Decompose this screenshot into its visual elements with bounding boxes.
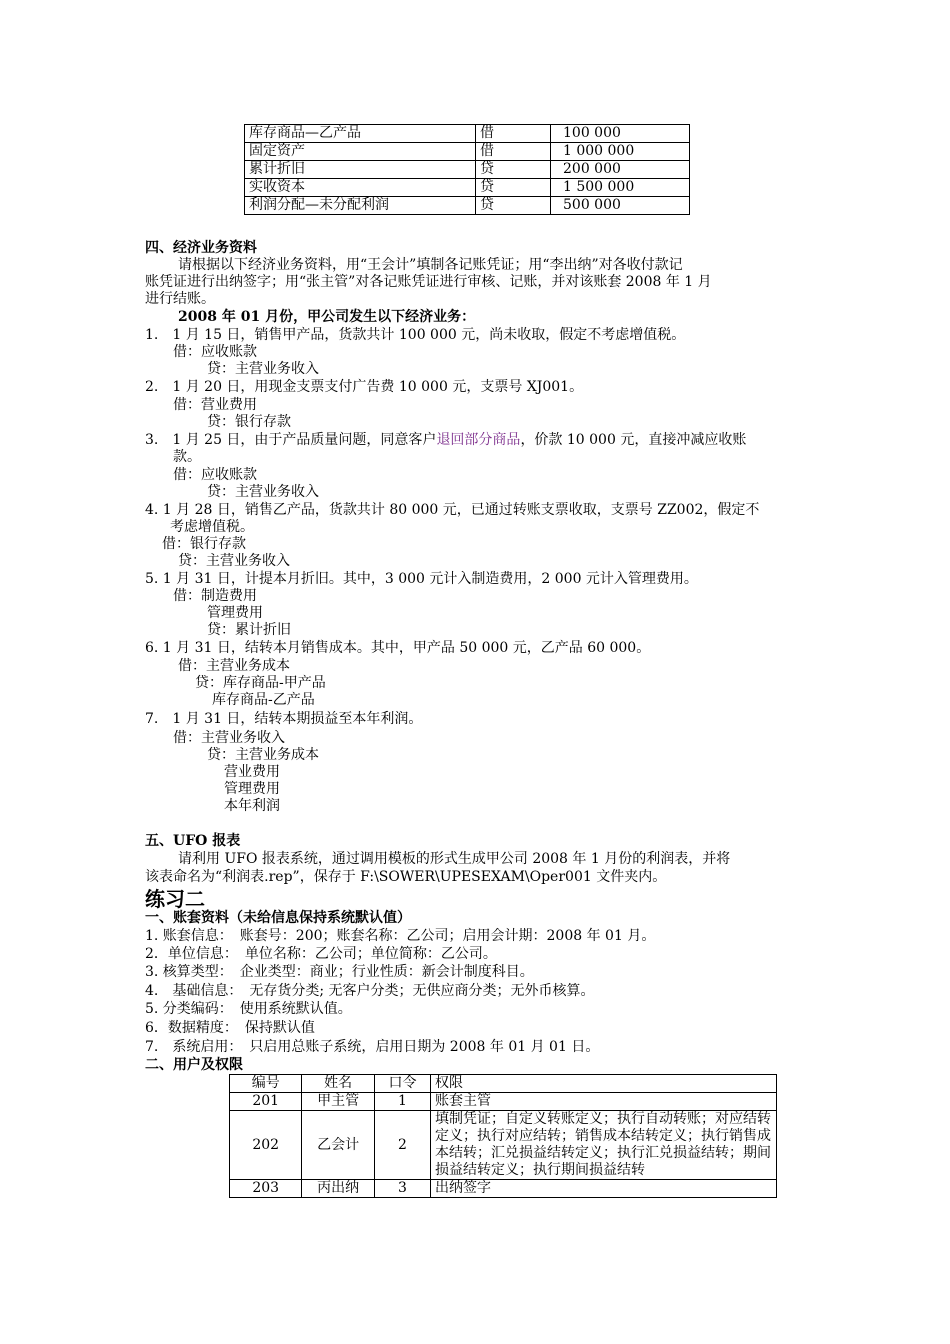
business-item-2: 2. 1 月 20 日，用现金支票支付广告费 10 000 元，支票号 XJ001。 — [145, 379, 584, 395]
section5-title: 五、UFO 报表 — [145, 833, 241, 849]
return-goods-link[interactable]: 退回部分商品 — [436, 432, 521, 448]
item3-text-b: ，价款 10 000 元，直接冲减应收账 — [520, 432, 747, 448]
direction-cell: 借 — [476, 143, 551, 161]
credit-entry: 营业费用 — [224, 764, 280, 780]
header-id: 编号 — [230, 1075, 302, 1093]
debit-entry: 借：应收账款 — [173, 344, 257, 360]
direction-cell: 借 — [476, 125, 551, 143]
business-item-7: 7. 1 月 31 日，结转本期损益至本年利润。 — [145, 711, 423, 727]
user-id: 203 — [230, 1180, 302, 1198]
business-item-3 — [145, 432, 746, 449]
user-name: 丙出纳 — [302, 1180, 374, 1198]
section5-line1: 请利用 UFO 报表系统，通过调用模板的形式生成甲公司 2008 年 1 月份的利润表，并将 — [178, 851, 731, 867]
credit-entry: 贷：主营业务收入 — [207, 361, 319, 377]
exercise2-sub2: 二、用户及权限 — [145, 1057, 243, 1073]
business-item-3-line2: 款。 — [173, 449, 201, 465]
amount-cell: 1 000 000 — [551, 143, 690, 161]
user-name: 乙会计 — [302, 1111, 374, 1180]
user-password: 1 — [374, 1093, 430, 1111]
direction-cell: 贷 — [476, 197, 551, 215]
credit-entry: 贷：银行存款 — [207, 414, 291, 430]
amount-cell: 200 000 — [551, 161, 690, 179]
table-row — [245, 179, 690, 197]
user-id: 202 — [230, 1111, 302, 1180]
section4-intro-line3: 进行结账。 — [145, 291, 215, 307]
business-item-5: 5. 1 月 31 日，计提本月折旧。其中，3 000 元计入制造费用，2 000 元计入管理费用。 — [145, 571, 698, 587]
credit-entry: 贷：主营业务收入 — [178, 553, 290, 569]
table-row — [230, 1180, 777, 1198]
account-info-line: 1. 账套信息： 账套号：200；账套名称：乙公司；启用会计期：2008 年 01 月。 — [145, 928, 656, 944]
table-row — [245, 197, 690, 215]
debit-entry: 借：主营业务成本 — [178, 658, 290, 674]
business-item-6: 6. 1 月 31 日，结转本月销售成本。其中，甲产品 50 000 元，乙产品 60 000。 — [145, 640, 651, 656]
precision-line: 6．数据精度： 保持默认值 — [145, 1020, 315, 1036]
basic-info-line: 4. 基础信息： 无存货分类; 无客户分类；无供应商分类；无外币核算。 — [145, 983, 595, 999]
table-row — [230, 1093, 777, 1111]
user-permission: 出纳签字 — [431, 1180, 777, 1198]
header-password: 口令 — [374, 1075, 430, 1093]
section4-title: 四、经济业务资料 — [145, 240, 257, 256]
debit-entry: 借：银行存款 — [162, 536, 246, 552]
user-id: 201 — [230, 1093, 302, 1111]
table-row — [245, 143, 690, 161]
credit-entry: 贷：主营业务成本 — [207, 747, 319, 763]
item3-text-a: 3. 1 月 25 日，由于产品质量问题，同意客户 — [145, 432, 437, 448]
account-cell: 库存商品—乙产品 — [245, 125, 476, 143]
section4-subtitle: 2008 年 01 月份，甲公司发生以下经济业务： — [178, 309, 476, 325]
user-password: 2 — [374, 1111, 430, 1180]
category-code-line: 5. 分类编码： 使用系统默认值。 — [145, 1001, 352, 1017]
unit-info-line: 2．单位信息： 单位名称：乙公司；单位简称：乙公司。 — [145, 946, 497, 962]
credit-entry: 贷：库存商品-甲产品 — [195, 675, 326, 691]
table-row — [230, 1111, 777, 1180]
user-permission-table — [229, 1074, 777, 1198]
business-item-4-line2: 考虑增值税。 — [170, 519, 254, 535]
table-row — [245, 125, 690, 143]
section5-line2: 该表命名为“利润表.rep”，保存于 F:\SOWER\UPESEXAM\Oper001 文件夹内。 — [145, 869, 667, 885]
section4-intro-line1: 请根据以下经济业务资料，用“王会计”填制各记账凭证；用“李出纳”对各收付款记 — [178, 257, 683, 273]
business-item-1: 1. 1 月 15 日，销售甲产品，货款共计 100 000 元，尚未收取，假定不考虑增值税。 — [145, 327, 686, 343]
direction-cell: 贷 — [476, 179, 551, 197]
debit-entry: 借：营业费用 — [173, 397, 257, 413]
credit-entry: 贷：累计折旧 — [207, 622, 291, 638]
account-cell: 固定资产 — [245, 143, 476, 161]
account-cell: 累计折旧 — [245, 161, 476, 179]
exercise2-title: 练习二 — [145, 887, 205, 911]
debit-entry: 借：主营业务收入 — [173, 730, 285, 746]
account-cell: 实收资本 — [245, 179, 476, 197]
business-item-4: 4. 1 月 28 日，销售乙产品，货款共计 80 000 元，已通过转账支票收取，支票号 ZZ002，假定不 — [145, 502, 760, 518]
debit-entry: 管理费用 — [207, 605, 263, 621]
credit-entry: 库存商品-乙产品 — [212, 692, 315, 708]
header-permission: 权限 — [431, 1075, 777, 1093]
direction-cell: 贷 — [476, 161, 551, 179]
user-permission: 账套主管 — [431, 1093, 777, 1111]
user-password: 3 — [374, 1180, 430, 1198]
user-permission: 填制凭证；自定义转账定义；执行自动转账；对应结转定义；执行对应结转；销售成本结转定义；执行销售成本结转；汇兑损益结转定义；执行汇兑损益结转；期间损益结转定义；执行期间损益结转 — [431, 1111, 777, 1180]
table-row — [245, 161, 690, 179]
account-balance-table — [244, 124, 690, 215]
amount-cell: 500 000 — [551, 197, 690, 215]
amount-cell: 100 000 — [551, 125, 690, 143]
accounting-type-line: 3. 核算类型： 企业类型：商业；行业性质：新会计制度科目。 — [145, 964, 534, 980]
header-name: 姓名 — [302, 1075, 374, 1093]
exercise2-sub1: 一、账套资料（未给信息保持系统默认值） — [145, 910, 411, 926]
account-cell: 利润分配—未分配利润 — [245, 197, 476, 215]
credit-entry: 管理费用 — [224, 781, 280, 797]
debit-entry: 借：制造费用 — [173, 588, 257, 604]
user-name: 甲主管 — [302, 1093, 374, 1111]
credit-entry: 贷：主营业务收入 — [207, 484, 319, 500]
debit-entry: 借：应收账款 — [173, 467, 257, 483]
system-enable-line: 7. 系统启用： 只启用总账子系统，启用日期为 2008 年 01 月 01 日。 — [145, 1039, 600, 1055]
table-header-row — [230, 1075, 777, 1093]
section4-intro-line2: 账凭证进行出纳签字；用“张主管”对各记账凭证进行审核、记账，并对该账套 2008 年 1 月 — [145, 274, 712, 290]
amount-cell: 1 500 000 — [551, 179, 690, 197]
credit-entry: 本年利润 — [224, 798, 280, 814]
